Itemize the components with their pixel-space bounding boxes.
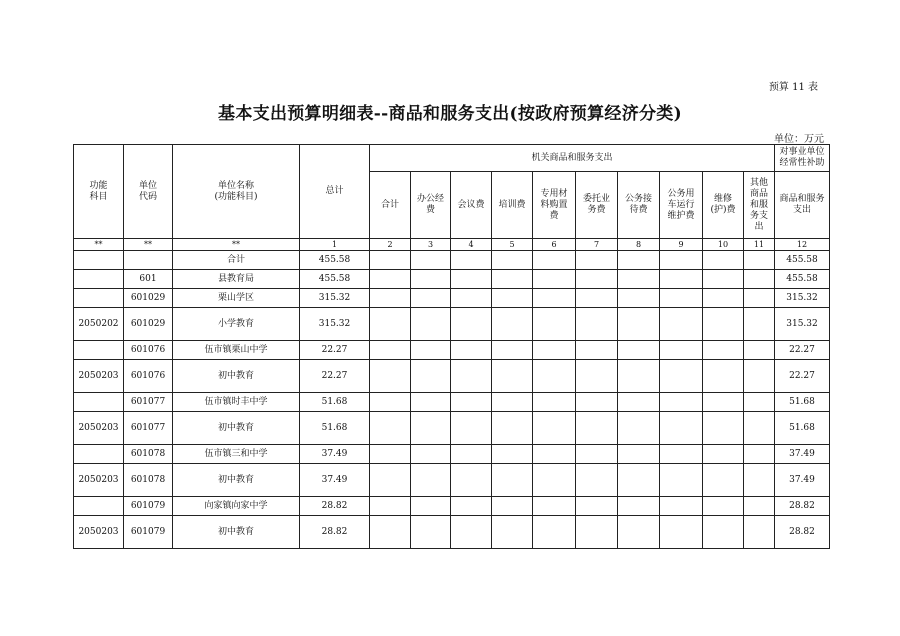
empty-cell <box>411 393 451 412</box>
unit-name-cell: 小学教育 <box>173 308 300 341</box>
empty-cell <box>451 341 492 360</box>
unit-name-cell: 合计 <box>173 251 300 270</box>
empty-cell <box>492 412 533 445</box>
header-sub-5: 专用材 料购置 费 <box>533 172 576 239</box>
header-group-agency: 机关商品和服务支出 <box>370 145 775 172</box>
empty-cell <box>618 464 660 497</box>
empty-cell <box>370 412 411 445</box>
func-code-cell: 2050203 <box>74 360 124 393</box>
table-row <box>74 412 830 445</box>
empty-cell <box>411 251 451 270</box>
subsidy-cell: 51.68 <box>775 393 830 412</box>
unit-code-cell: 601077 <box>124 393 173 412</box>
empty-cell <box>703 445 744 464</box>
table-row <box>74 341 830 360</box>
document-title: 基本支出预算明细表--商品和服务支出(按政府预算经济分类) <box>218 104 682 124</box>
func-code-cell <box>74 270 124 289</box>
subsidy-cell: 455.58 <box>775 251 830 270</box>
total-cell: 28.82 <box>300 516 370 549</box>
header-sub-11: 商品和服务 支出 <box>775 172 830 239</box>
empty-cell <box>744 251 775 270</box>
total-cell: 315.32 <box>300 289 370 308</box>
unit-name-cell: 初中教育 <box>173 360 300 393</box>
column-index: 3 <box>411 239 451 251</box>
unit-code-cell: 601078 <box>124 445 173 464</box>
empty-cell <box>703 341 744 360</box>
empty-cell <box>703 289 744 308</box>
empty-cell <box>411 516 451 549</box>
empty-cell <box>411 270 451 289</box>
empty-cell <box>492 360 533 393</box>
func-code-cell <box>74 289 124 308</box>
empty-cell <box>576 360 618 393</box>
unit-code-cell: 601078 <box>124 464 173 497</box>
total-cell: 28.82 <box>300 497 370 516</box>
column-index: 10 <box>703 239 744 251</box>
empty-cell <box>492 393 533 412</box>
empty-cell <box>533 445 576 464</box>
empty-cell <box>744 412 775 445</box>
table-row <box>74 308 830 341</box>
empty-cell <box>451 497 492 516</box>
empty-cell <box>492 308 533 341</box>
empty-cell <box>492 516 533 549</box>
empty-cell <box>411 445 451 464</box>
total-cell: 455.58 <box>300 251 370 270</box>
header-sub-8: 公务用 车运行 维护费 <box>660 172 703 239</box>
header-sub-7: 公务接 待费 <box>618 172 660 239</box>
empty-cell <box>492 464 533 497</box>
unit-name-cell: 县教育局 <box>173 270 300 289</box>
empty-cell <box>660 360 703 393</box>
empty-cell <box>618 497 660 516</box>
empty-cell <box>744 464 775 497</box>
empty-cell <box>660 497 703 516</box>
unit-name-cell: 初中教育 <box>173 464 300 497</box>
subsidy-cell: 22.27 <box>775 341 830 360</box>
func-code-cell <box>74 251 124 270</box>
empty-cell <box>411 464 451 497</box>
column-index: 8 <box>618 239 660 251</box>
subsidy-cell: 51.68 <box>775 412 830 445</box>
unit-name-cell: 伍市镇时丰中学 <box>173 393 300 412</box>
table-row <box>74 516 830 549</box>
empty-cell <box>618 412 660 445</box>
empty-cell <box>703 516 744 549</box>
column-index: 5 <box>492 239 533 251</box>
empty-cell <box>370 251 411 270</box>
empty-cell <box>703 464 744 497</box>
column-index: ** <box>124 239 173 251</box>
subsidy-cell: 37.49 <box>775 464 830 497</box>
unit-code-cell: 601077 <box>124 412 173 445</box>
empty-cell <box>533 497 576 516</box>
empty-cell <box>660 516 703 549</box>
table-row <box>74 289 830 308</box>
empty-cell <box>370 270 411 289</box>
empty-cell <box>744 445 775 464</box>
empty-cell <box>576 516 618 549</box>
empty-cell <box>618 251 660 270</box>
unit-code-cell: 601076 <box>124 360 173 393</box>
empty-cell <box>660 289 703 308</box>
empty-cell <box>576 289 618 308</box>
empty-cell <box>451 289 492 308</box>
column-index: 4 <box>451 239 492 251</box>
subsidy-cell: 315.32 <box>775 308 830 341</box>
empty-cell <box>576 251 618 270</box>
total-cell: 455.58 <box>300 270 370 289</box>
empty-cell <box>576 464 618 497</box>
unit-code-cell: 601 <box>124 270 173 289</box>
subsidy-cell: 28.82 <box>775 497 830 516</box>
empty-cell <box>744 270 775 289</box>
empty-cell <box>744 516 775 549</box>
table-number: 预算 11 表 <box>768 82 818 93</box>
empty-cell <box>492 445 533 464</box>
empty-cell <box>660 341 703 360</box>
unit-code-cell <box>124 251 173 270</box>
subsidy-cell: 37.49 <box>775 445 830 464</box>
empty-cell <box>703 308 744 341</box>
empty-cell <box>533 516 576 549</box>
empty-cell <box>533 270 576 289</box>
unit-code-cell: 601029 <box>124 308 173 341</box>
total-cell: 22.27 <box>300 341 370 360</box>
empty-cell <box>618 393 660 412</box>
empty-cell <box>451 445 492 464</box>
empty-cell <box>660 393 703 412</box>
total-cell: 315.32 <box>300 308 370 341</box>
budget-table <box>73 144 830 549</box>
empty-cell <box>533 289 576 308</box>
unit-code-cell: 601029 <box>124 289 173 308</box>
func-code-cell: 2050202 <box>74 308 124 341</box>
empty-cell <box>411 497 451 516</box>
func-code-cell: 2050203 <box>74 412 124 445</box>
empty-cell <box>492 497 533 516</box>
empty-cell <box>533 308 576 341</box>
empty-cell <box>703 497 744 516</box>
total-cell: 51.68 <box>300 412 370 445</box>
empty-cell <box>370 445 411 464</box>
empty-cell <box>744 360 775 393</box>
func-code-cell <box>74 497 124 516</box>
empty-cell <box>370 393 411 412</box>
empty-cell <box>660 412 703 445</box>
header-sub-4: 培训费 <box>492 172 533 239</box>
empty-cell <box>370 289 411 308</box>
empty-cell <box>576 497 618 516</box>
unit-code-cell: 601076 <box>124 341 173 360</box>
func-code-cell <box>74 393 124 412</box>
subsidy-cell: 455.58 <box>775 270 830 289</box>
column-index: 12 <box>775 239 830 251</box>
unit-name-cell: 栗山学区 <box>173 289 300 308</box>
empty-cell <box>451 360 492 393</box>
header-sub-9: 维修 (护)费 <box>703 172 744 239</box>
empty-cell <box>660 308 703 341</box>
empty-cell <box>370 497 411 516</box>
header-group-subsidy: 对事业单位 经常性补助 <box>775 145 830 172</box>
empty-cell <box>618 360 660 393</box>
empty-cell <box>576 308 618 341</box>
empty-cell <box>744 308 775 341</box>
func-code-cell: 2050203 <box>74 516 124 549</box>
header-func: 功能 科目 <box>74 145 124 239</box>
empty-cell <box>451 393 492 412</box>
empty-cell <box>744 497 775 516</box>
empty-cell <box>660 464 703 497</box>
empty-cell <box>411 308 451 341</box>
empty-cell <box>576 341 618 360</box>
empty-cell <box>533 360 576 393</box>
empty-cell <box>618 289 660 308</box>
empty-cell <box>451 308 492 341</box>
table-row <box>74 393 830 412</box>
empty-cell <box>533 251 576 270</box>
unit-code-cell: 601079 <box>124 516 173 549</box>
empty-cell <box>576 393 618 412</box>
empty-cell <box>576 270 618 289</box>
total-cell: 51.68 <box>300 393 370 412</box>
column-index: 1 <box>300 239 370 251</box>
empty-cell <box>370 516 411 549</box>
empty-cell <box>370 341 411 360</box>
empty-cell <box>492 270 533 289</box>
subsidy-cell: 315.32 <box>775 289 830 308</box>
empty-cell <box>492 289 533 308</box>
unit-name-cell: 初中教育 <box>173 516 300 549</box>
header-sub-2: 办公经 费 <box>411 172 451 239</box>
empty-cell <box>660 445 703 464</box>
empty-cell <box>660 251 703 270</box>
header-sub-10: 其他 商品 和服 务支 出 <box>744 172 775 239</box>
total-cell: 37.49 <box>300 445 370 464</box>
empty-cell <box>618 341 660 360</box>
empty-cell <box>492 251 533 270</box>
empty-cell <box>533 464 576 497</box>
empty-cell <box>451 464 492 497</box>
empty-cell <box>618 445 660 464</box>
empty-cell <box>576 445 618 464</box>
empty-cell <box>411 360 451 393</box>
empty-cell <box>703 412 744 445</box>
unit-code-cell: 601079 <box>124 497 173 516</box>
empty-cell <box>703 251 744 270</box>
empty-cell <box>618 516 660 549</box>
column-index: 7 <box>576 239 618 251</box>
total-cell: 22.27 <box>300 360 370 393</box>
empty-cell <box>451 270 492 289</box>
header-sub-3: 会议费 <box>451 172 492 239</box>
unit-name-cell: 伍市镇三和中学 <box>173 445 300 464</box>
column-index: 6 <box>533 239 576 251</box>
subsidy-cell: 22.27 <box>775 360 830 393</box>
column-index: 2 <box>370 239 411 251</box>
empty-cell <box>744 289 775 308</box>
table-row <box>74 270 830 289</box>
func-code-cell <box>74 445 124 464</box>
column-index: 11 <box>744 239 775 251</box>
empty-cell <box>618 270 660 289</box>
unit-label: 单位：万元 <box>774 134 824 145</box>
empty-cell <box>533 341 576 360</box>
subsidy-cell: 28.82 <box>775 516 830 549</box>
empty-cell <box>451 412 492 445</box>
total-cell: 37.49 <box>300 464 370 497</box>
func-code-cell: 2050203 <box>74 464 124 497</box>
empty-cell <box>660 270 703 289</box>
header-total: 总计 <box>300 145 370 239</box>
header-sub-1: 合计 <box>370 172 411 239</box>
empty-cell <box>411 289 451 308</box>
header-name: 单位名称 (功能科目) <box>173 145 300 239</box>
empty-cell <box>703 360 744 393</box>
table-row <box>74 464 830 497</box>
column-index: 9 <box>660 239 703 251</box>
header-sub-6: 委托业 务费 <box>576 172 618 239</box>
empty-cell <box>533 393 576 412</box>
table-row <box>74 497 830 516</box>
func-code-cell <box>74 341 124 360</box>
unit-name-cell: 伍市镇栗山中学 <box>173 341 300 360</box>
empty-cell <box>370 464 411 497</box>
empty-cell <box>411 341 451 360</box>
empty-cell <box>411 412 451 445</box>
empty-cell <box>533 412 576 445</box>
empty-cell <box>576 412 618 445</box>
empty-cell <box>370 308 411 341</box>
empty-cell <box>492 341 533 360</box>
empty-cell <box>703 393 744 412</box>
empty-cell <box>370 360 411 393</box>
unit-name-cell: 向家镇向家中学 <box>173 497 300 516</box>
empty-cell <box>703 270 744 289</box>
empty-cell <box>618 308 660 341</box>
empty-cell <box>744 341 775 360</box>
column-index: ** <box>74 239 124 251</box>
table-row <box>74 445 830 464</box>
empty-cell <box>451 516 492 549</box>
table-row <box>74 360 830 393</box>
unit-name-cell: 初中教育 <box>173 412 300 445</box>
empty-cell <box>451 251 492 270</box>
column-index: ** <box>173 239 300 251</box>
table-row <box>74 251 830 270</box>
empty-cell <box>744 393 775 412</box>
header-code: 单位 代码 <box>124 145 173 239</box>
